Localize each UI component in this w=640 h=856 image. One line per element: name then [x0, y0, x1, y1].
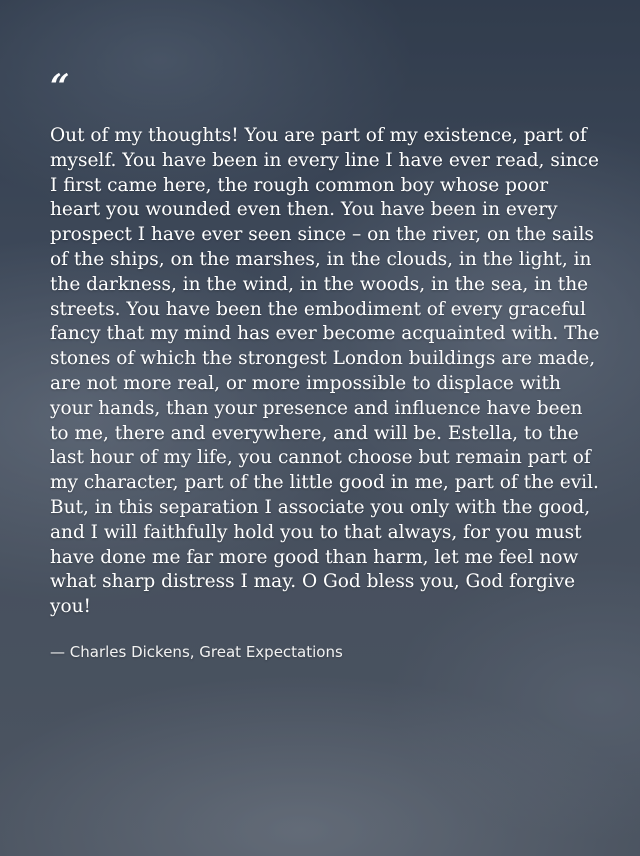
quote-text: Out of my thoughts! You are part of my existence, part of myself. You have been in every line I have ever read, since I first came here, the rough common boy whose poor heart you wounded even then. You have been in every prospect I have ever seen since – on the river, on the sails of the ships, on the marshes, in the clouds, in the light, in the darkness, in the wind, in the woods, in the sea, in the streets. You have been the embodiment of every graceful fancy that my mind has ever become acquainted with. The stones of which the strongest London buildings are made, are not more real, or more impossible to displace with your hands, than your presence and influence have been to me, there and everywhere, and will be. Estella, to the last hour of my life, you cannot choose but remain part of my character, part of the little good in me, part of the evil. But, in this separation I associate you only with the good, and I will faithfully hold you to that always, for you must have done me far more good than harm, let me feel now what sharp distress I may. O God bless you, God forgive you!	[50, 125, 600, 618]
quote-card	[50, 67, 600, 662]
quote-mark-icon: “	[50, 67, 70, 107]
quote-attribution: — Charles Dickens, Great Expectations	[50, 642, 343, 661]
